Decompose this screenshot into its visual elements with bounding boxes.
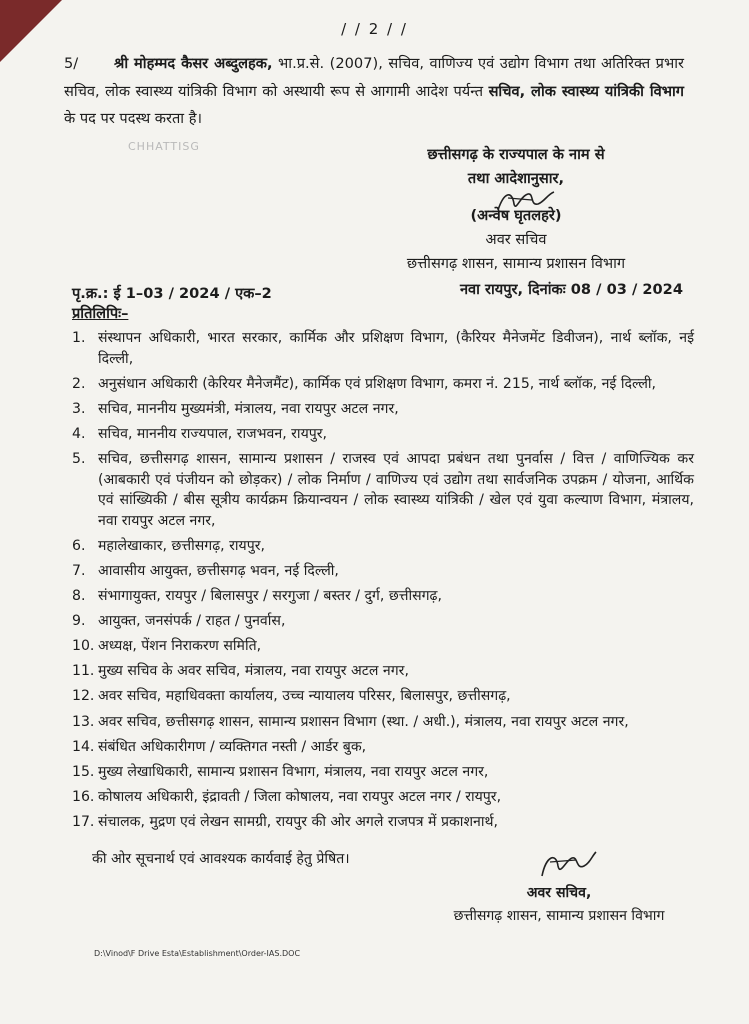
- list-item: 7. आवासीय आयुक्त, छत्तीसगढ़ भवन, नई दिल्ली,: [72, 562, 339, 579]
- list-item: 1. संस्थापन अधिकारी, भारत सरकार, कार्मिक और प्रशिक्षण विभाग, (कैरियर मैनेजमेंट डिवीजन), नार्थ ब्लॉक, नई दिल्ली,: [72, 330, 694, 367]
- list-item: 12. अवर सचिव, महाधिवक्ता कार्यालय, उच्च न्यायालय परिसर, बिलासपुर, छत्तीसगढ़,: [72, 688, 511, 705]
- place-date: नवा रायपुर, दिनांकः 08 / 03 / 2024: [459, 281, 683, 298]
- copies-list: [72, 328, 694, 837]
- list-item: 17. संचालक, मुद्रण एवं लेखन सामग्री, रायपुर की ओर अगले राजपत्र में प्रकाशनार्थ,: [72, 813, 498, 830]
- authority-line-1: छत्तीसगढ़ के राज्यपाल के नाम से: [427, 146, 605, 163]
- copies-heading: प्रतिलिपिः–: [72, 305, 129, 322]
- list-item: 3. सचिव, माननीय मुख्यमंत्री, मंत्रालय, नवा रायपुर अटल नगर,: [72, 400, 399, 417]
- signer-block: [336, 204, 696, 276]
- file-path: D:\Vinod\F Drive Esta\Establishment\Order-IAS.DOC: [94, 949, 301, 958]
- footer-department: छत्तीसगढ़ शासन, सामान्य प्रशासन विभाग: [453, 908, 665, 924]
- signer-name: (अन्वेष घृतलहरे): [470, 207, 562, 224]
- order-text-tail: के पद पर पदस्थ करता है।: [64, 110, 203, 127]
- list-item: 6. महालेखाकार, छत्तीसगढ़, रायपुर,: [72, 537, 265, 554]
- authority-line-2: तथा आदेशानुसार,: [467, 170, 565, 187]
- list-item: 2. अनुसंधान अधिकारी (केरियर मैनेजमैंट), कार्मिक एवं प्रशिक्षण विभाग, कमरा नं. 215, नार्थ ब्लॉक, नई दिल्ली,: [72, 375, 657, 392]
- page-number: / / 2 / /: [341, 20, 408, 38]
- faint-stamp: CHHATTISG: [128, 140, 200, 153]
- authority-block: [336, 143, 696, 191]
- paragraph-number: 5/: [64, 55, 79, 72]
- list-item: 5. सचिव, छत्तीसगढ़ शासन, सामान्य प्रशासन / राजस्व एवं आपदा प्रबंधन तथा पुनर्वास / वित्त / वाणिज्यिक कर (आबकारी एवं पंजीयन को छोड़कर) / लोक निर्माण / वाणिज्य एवं उद्योग तथा सार्वजनिक उपक्रम / योजना, आर्थिक एवं सांख्यिकी / बीस सूत्रीय कार्यक्रम क्रियान्वयन / लोक स्वास्थ्य यांत्रिकी / खेल एवं युवा कल्याण विभाग, मंत्रालय, नवा रायपुर अटल नगर,: [72, 450, 694, 529]
- order-text: भा.प्र.से. (2007), सचिव, वाणिज्य एवं उद्योग विभाग तथा अतिरिक्त प्रभार सचिव, लोक स्वास्थ्य यांत्रिकी विभाग को अस्थायी रूप से आगामी आदेश पर्यन्त: [64, 55, 684, 100]
- list-item: 9. आयुक्त, जनसंपर्क / राहत / पुनर्वास,: [72, 613, 286, 630]
- list-item: 8. संभागायुक्त, रायपुर / बिलासपुर / सरगुजा / बस्तर / दुर्ग, छत्तीसगढ़,: [72, 588, 442, 605]
- order-paragraph: [64, 50, 684, 133]
- list-item: 11. मुख्य सचिव के अवर सचिव, मंत्रालय, नवा रायपुर अटल नगर,: [72, 663, 409, 680]
- signer-department: छत्तीसगढ़ शासन, सामान्य प्रशासन विभाग: [406, 255, 626, 272]
- footer-designation: अवर सचिव,: [526, 885, 592, 901]
- officer-name: श्री मोहम्मद कैसर अब्दुलहक,: [114, 55, 273, 72]
- signature-mark-bottom: [536, 846, 600, 882]
- list-item: 15. मुख्य लेखाधिकारी, सामान्य प्रशासन विभाग, मंत्रालय, नवा रायपुर अटल नगर,: [72, 763, 489, 780]
- list-item: 4. सचिव, माननीय राज्यपाल, राजभवन, रायपुर,: [72, 425, 328, 442]
- list-item: 14. संबंधित अधिकारीगण / व्यक्तिगत नस्ती / आर्डर बुक,: [72, 738, 367, 755]
- list-item: 13. अवर सचिव, छत्तीसगढ़ शासन, सामान्य प्रशासन विभाग (स्था. / अधी.), मंत्रालय, नवा रायपुर अटल नगर,: [72, 713, 629, 730]
- reference-number: पृ.क्र.: ई 1–03 / 2024 / एक–2: [72, 285, 272, 302]
- closing-line: की ओर सूचनार्थ एवं आवश्यक कार्यवाई हेतु प्रेषित।: [92, 851, 350, 867]
- footer-signature-block: [379, 882, 739, 928]
- signer-designation: अवर सचिव: [485, 231, 547, 248]
- list-item: 16. कोषालय अधिकारी, इंद्रावती / जिला कोषालय, नवा रायपुर अटल नगर / रायपुर,: [72, 788, 502, 805]
- posting-designation: सचिव, लोक स्वास्थ्य यांत्रिकी विभाग: [488, 82, 684, 100]
- list-item: 10. अध्यक्ष, पेंशन निराकरण समिति,: [72, 638, 262, 655]
